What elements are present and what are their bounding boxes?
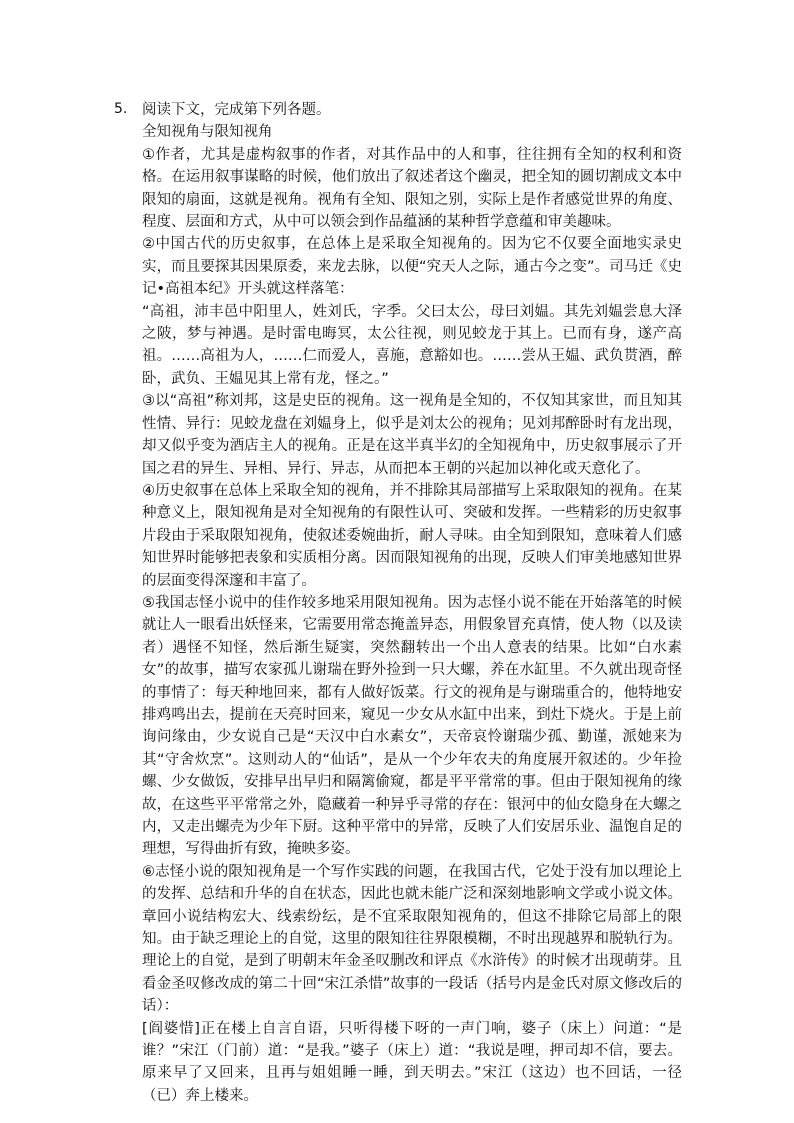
quotation-shiji: “高祖，沛丰邑中阳里人，姓刘氏，字季。父曰太公，母曰刘媪。其先刘媪尝息大泽之陂，梦与神遇。是时雷电晦冥，太公往视，则见蛟龙于其上。已而有身，遂产高祖。……高祖为人，……仁而爱人，喜施，意豁如也。……尝从王媪、武负贳酒，醉卧，武负、王媪见其上常有龙，怪之。” — [142, 303, 682, 387]
quotation-shuihu: [阎婆惜]正在楼上自言自语，只听得楼下呀的一声门响，婆子（床上）问道：“是谁？”宋江（门前）道：“是我。”婆子（床上）道：“我说是哩，押司却不信，要去。原来早了又回来，且再与姐姐睡一睡，到天明去。”宋江（这边）也不回话，一径（已）奔上楼来。 — [142, 1020, 682, 1104]
question-number: 5. — [114, 101, 128, 117]
passage-title: 全知视角与限知视角 — [142, 124, 273, 141]
question-content — [142, 99, 682, 1107]
paragraph-4: ④历史叙事在总体上采取全知的视角，并不排除其局部描写上采取限知的视角。在某种意义上，限知视角是对全知视角的有限性认可、突破和发挥。一些精彩的历史叙事片段由于采取限知视角，使叙述委婉曲折，耐人寻味。由全知到限知，意味着人们感知世界时能够把表象和实质相分离。因而限知视角的出现，反映人们审美地感知世界的层面变得深邃和丰富了。 — [142, 482, 682, 589]
paragraph-5: ⑤我国志怪小说中的佳作较多地采用限知视角。因为志怪小说不能在开始落笔的时候就让人一眼看出妖怪来，它需要用常态掩盖异态，用假象冒充真情，使人物（以及读者）遇怪不知怪，然后渐生疑窦，突然翻转出一个出人意表的结果。比如“白水素女”的故事，描写农家孤儿谢瑞在野外捡到一只大螺，养在水缸里。不久就出现奇怪的事情了：每天种地回来，都有人做好饭菜。行文的视角是与谢瑞重合的，他特地安排鸡鸣出去，提前在天亮时回来，窥见一少女从水缸中出来，到灶下烧火。于是上前询问缘由，少女说自己是“天汉中白水素女”，天帝哀怜谢瑞少孤、勤谨，派她来为其“守舍炊烹”。这则动人的“仙话”，是从一个少年农夫的角度展开叙述的。少年捡螺、少女做饭，安排早出早归和隔篱偷窥，都是平平常常的事。但由于限知视角的缘故，在这些平平常常之外，隐藏着一种异乎寻常的存在：银河中的仙女隐身在大螺之内，又走出螺壳为少年下厨。这种平常中的异常，反映了人们安居乐业、温饱自足的理想，写得曲折有致，掩映多姿。 — [142, 594, 682, 858]
paragraph-3: ③以“高祖”称刘邦，这是史臣的视角。这一视角是全知的，不仅知其家世，而且知其性情、异行：见蛟龙盘在刘媪身上，似乎是刘太公的视角；见刘邦醉卧时有龙出现，却又似乎变为酒店主人的视角。正是在这半真半幻的全知视角中，历史叙事展示了开国之君的异生、异相、异行、异志，从而把本王朝的兴起加以神化或天意化了。 — [142, 393, 682, 477]
paragraph-1: ①作者，尤其是虚构叙事的作者，对其作品中的人和事，往往拥有全知的权利和资格。在运用叙事谋略的时候，他们放出了叙述者这个幽灵，把全知的圆切割成文本中限知的扇面，这就是视角。视角有全知、限知之别，实际上是作者感觉世界的角度、程度、层面和方式，从中可以领会到作品蕴涵的某种哲学意蕴和审美趣味。 — [142, 146, 682, 231]
paragraph-2: ②中国古代的历史叙事，在总体上是采取全知视角的。因为它不仅要全面地实录史实，而且要探其因果原委，来龙去脉，以便“究天人之际，通古今之变”。司马迁《史记•高祖本纪》开头就这样落笔： — [142, 236, 682, 298]
question-instruction: 阅读下文，完成第下列各题。 — [142, 102, 331, 118]
paragraph-6: ⑥志怪小说的限知视角是一个写作实践的问题，在我国古代，它处于没有加以理论上的发挥、总结和升华的自在状态，因此也就未能广泛和深刻地影响文学或小说文体。章回小说结构宏大、线索纷纭，是不宜采取限知视角的，但这不排除它局部上的限知。由于缺乏理论上的自觉，这里的限知往往界限模糊，不时出现越界和脱轨行为。理论上的自觉，是到了明朝末年金圣叹删改和评点《水浒传》的时候才出现萌芽。且看金圣叹修改成的第二十回“宋江杀惜”故事的一段话（括号内是金氏对原文修改后的话）： — [142, 863, 682, 1015]
